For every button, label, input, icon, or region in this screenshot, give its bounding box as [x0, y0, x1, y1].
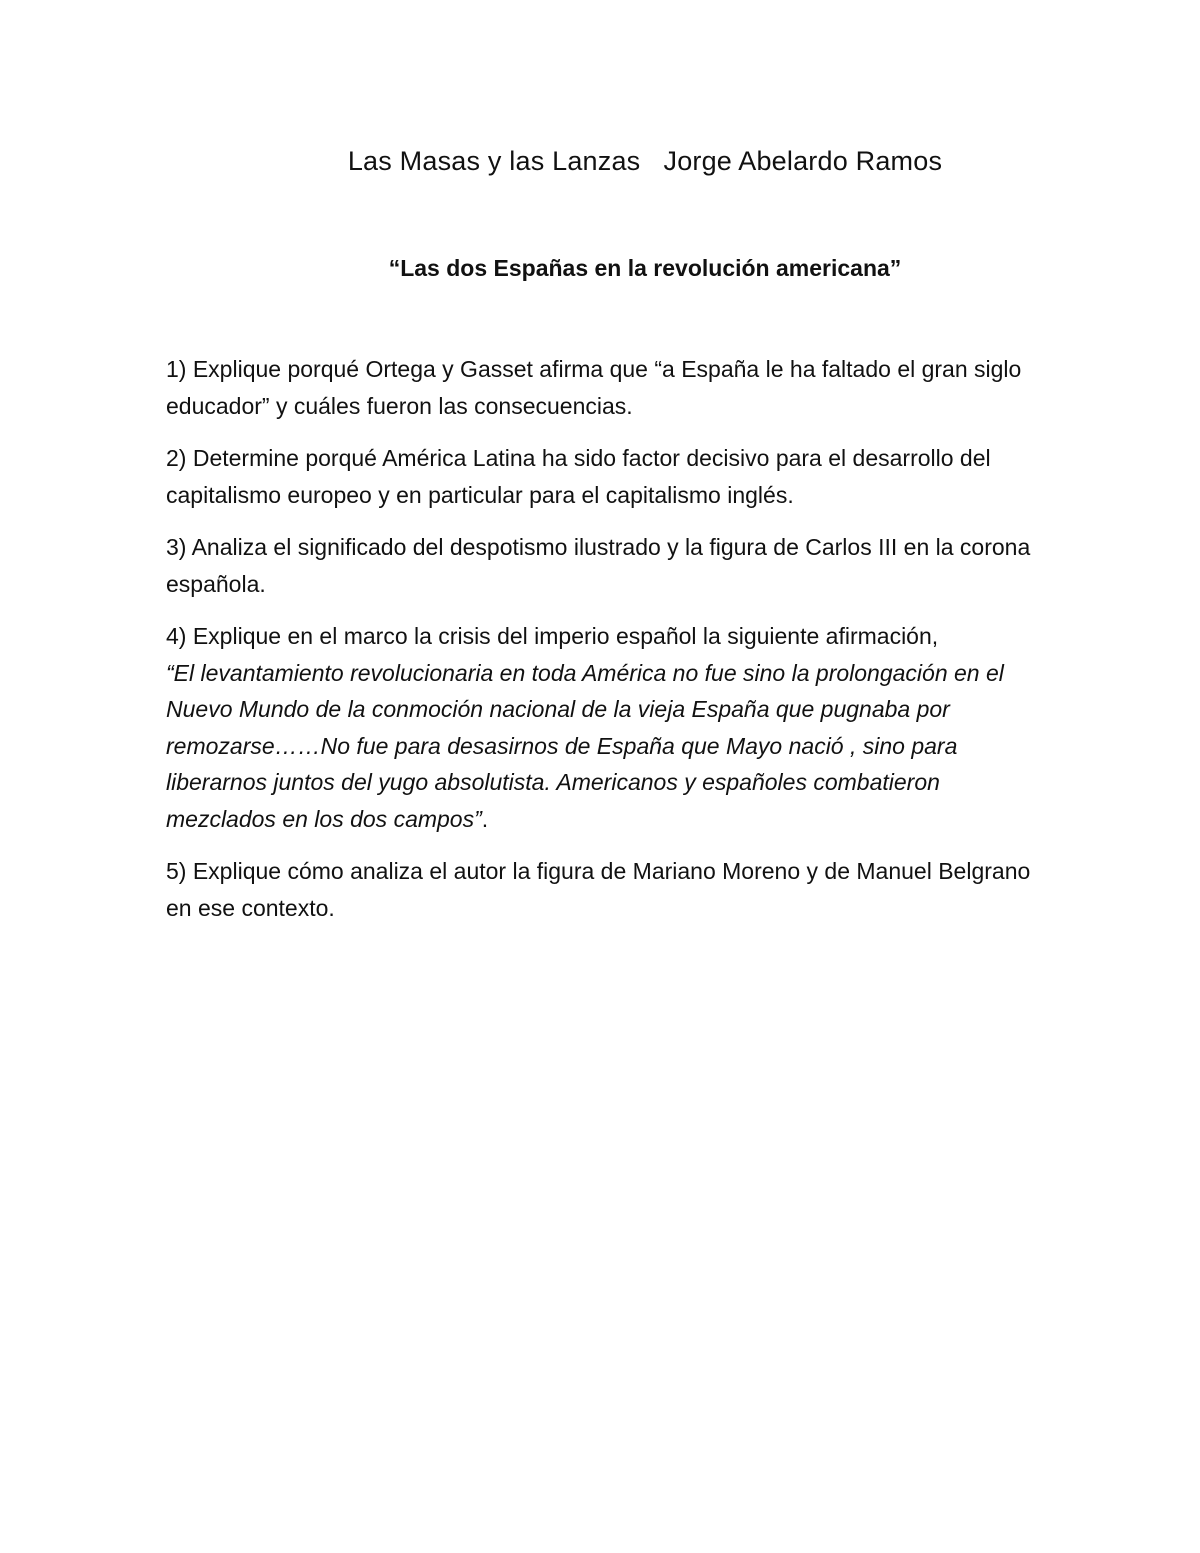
question-4-text: 4) Explique en el marco la crisis del imperio español la siguiente afirmación,: [166, 623, 939, 649]
page-title: Las Masas y las Lanzas Jorge Abelardo Ramos: [347, 146, 943, 176]
question-4-end: .: [481, 805, 489, 832]
question-3: 3) Analiza el significado del despotismo ilustrado y la figura de Carlos III en la corona española.: [166, 534, 1031, 597]
question-2: 2) Determine porqué América Latina ha sido factor decisivo para el desarrollo del capitalismo europeo y en particular para el capitalismo inglés.: [166, 445, 991, 508]
question-4-quote: “El levantamiento revolucionaria en toda América no fue sino la prolongación en el Nuevo Mundo de la conmoción nacional de la vieja España que pugnaba por remozarse……No fue para desasirnos de España que Mayo nació , sino para liberarnos juntos del yugo absolutista. Americanos y españoles combatieron mezclados en los dos campos”: [166, 659, 1004, 832]
question-5: 5) Explique cómo analiza el autor la figura de Mariano Moreno y de Manuel Belgrano en ese contexto.: [166, 858, 1031, 921]
question-list: [166, 351, 1046, 942]
question-1: 1) Explique porqué Ortega y Gasset afirma que “a España le ha faltado el gran siglo educador” y cuáles fueron las consecuencias.: [166, 356, 1022, 419]
page-subtitle: “Las dos Españas en la revolución americana”: [388, 255, 902, 281]
question-4: [166, 618, 1046, 837]
